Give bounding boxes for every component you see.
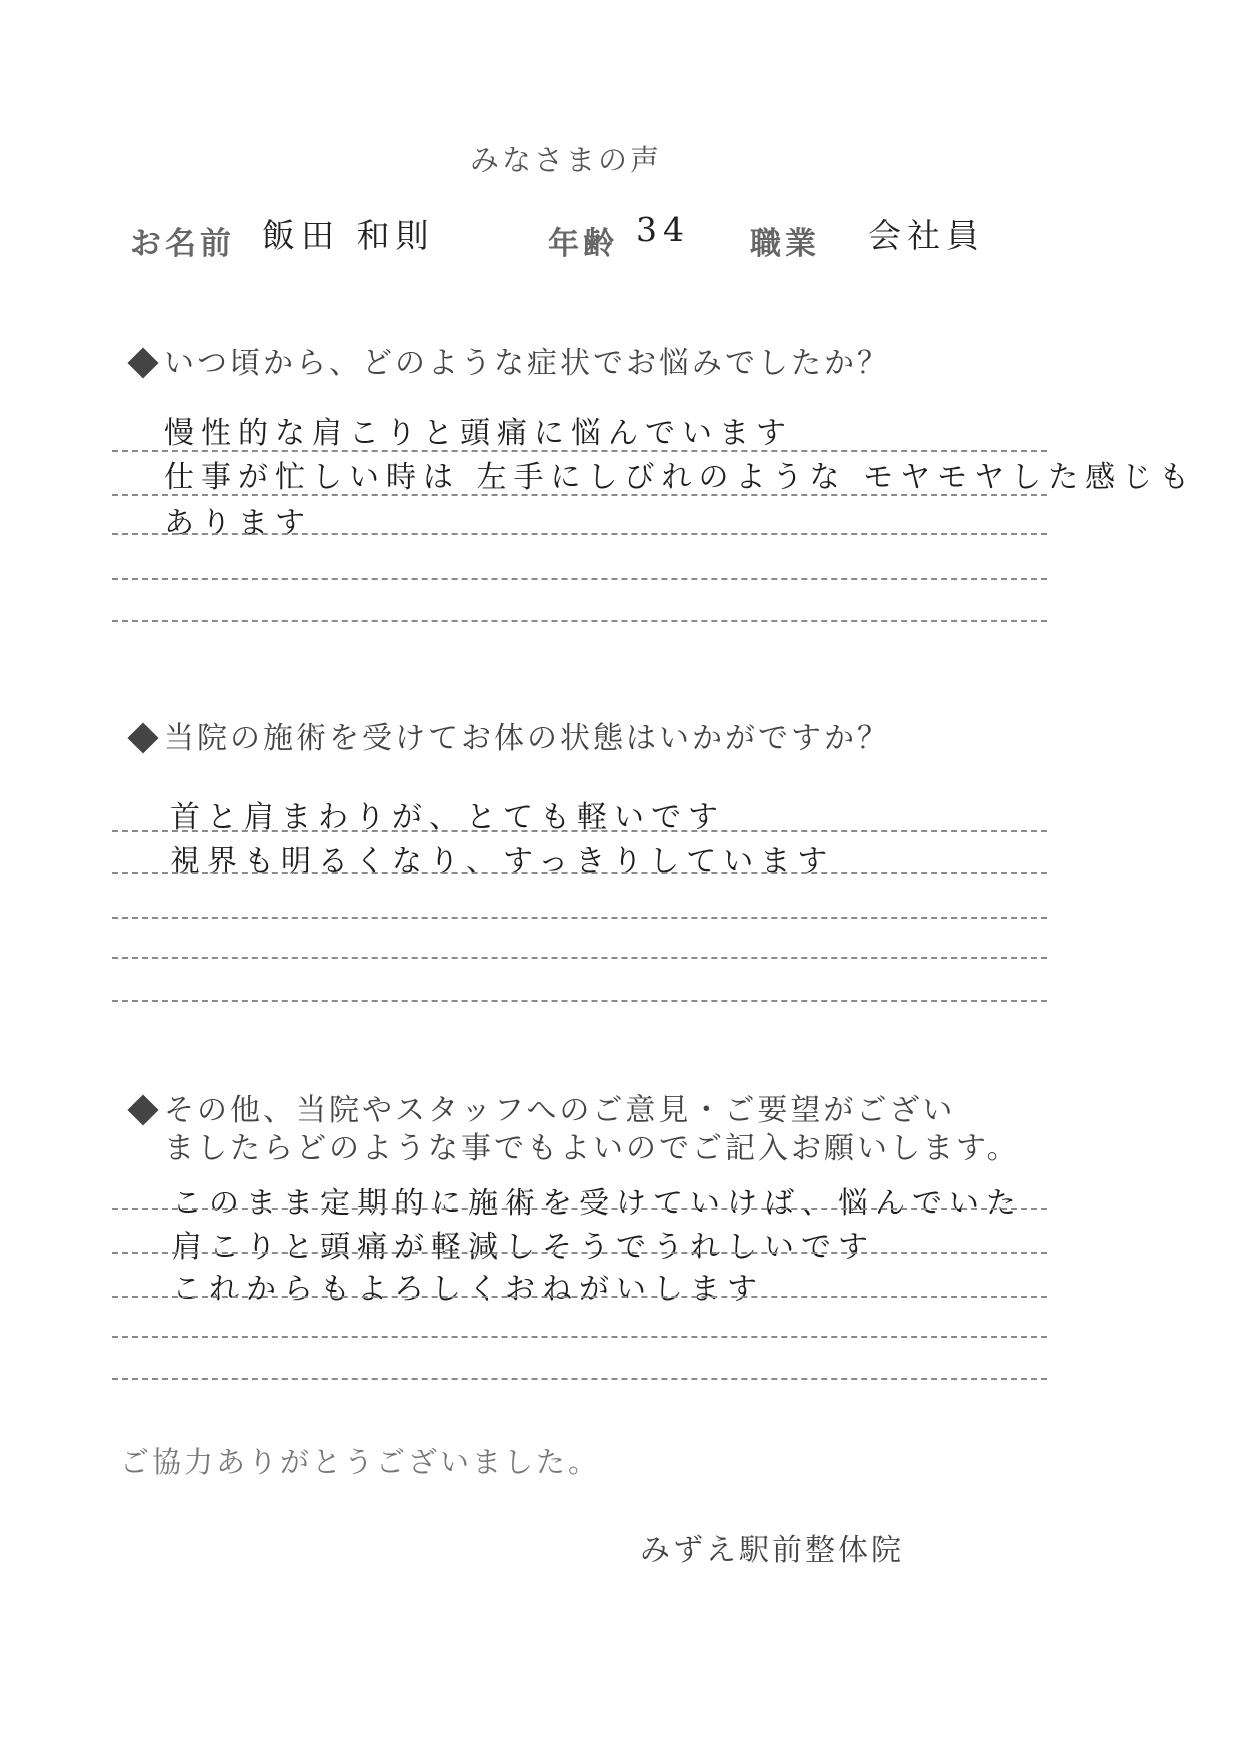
answer-3-line-1: このまま定期的に施術を受けていけば、悩んでいた — [172, 1186, 1023, 1221]
answer-rule — [112, 1378, 1047, 1380]
answer-rule — [112, 578, 1047, 580]
answer-rule — [112, 830, 1047, 832]
question-2-text: 当院の施術を受けてお体の状態はいかがですか？ — [164, 721, 890, 756]
job-label: 職業 — [750, 226, 820, 262]
answer-rule — [112, 1252, 1047, 1254]
answer-1-line-2: 仕事が忙しい時は 左手にしびれのような モヤモヤした感じも — [164, 460, 1197, 495]
question-1 — [128, 345, 890, 383]
answer-rule — [112, 494, 1047, 496]
answer-rule — [112, 1336, 1047, 1338]
age-value: 34 — [636, 210, 690, 249]
sheet-title: みなさまの声 — [470, 143, 663, 177]
answer-rule — [112, 533, 1047, 535]
diamond-bullet-icon — [127, 1094, 158, 1125]
answer-1-line-1: 慢性的な肩こりと頭痛に悩んでいます — [164, 416, 793, 451]
question-2 — [128, 720, 890, 758]
answer-2-line-1: 首と肩まわりが、とても軽いです — [170, 800, 725, 835]
answer-rule — [112, 1000, 1047, 1002]
question-1-text: いつ頃から、どのような症状でお悩みでしたか？ — [164, 346, 890, 381]
answer-1-line-3: あります — [164, 506, 312, 541]
question-3 — [128, 1092, 1020, 1168]
answer-3-line-2: 肩こりと頭痛が軽減しそうでうれしいです — [172, 1230, 875, 1265]
name-label: お名前 — [130, 226, 235, 262]
clinic-name: みずえ駅前整体院 — [640, 1533, 904, 1568]
diamond-bullet-icon — [127, 347, 158, 378]
answer-rule — [112, 1208, 1047, 1210]
answer-rule — [112, 872, 1047, 874]
answer-rule — [112, 1296, 1047, 1298]
question-3-line-1: その他、当院やスタッフへのご意見・ご要望がござい — [164, 1093, 956, 1128]
diamond-bullet-icon — [127, 722, 158, 753]
age-label: 年齢 — [548, 226, 618, 262]
answer-rule — [112, 917, 1047, 919]
question-3-line-2: ましたらどのような事でもよいのでご記入お願いします。 — [164, 1131, 1020, 1166]
answer-rule — [112, 620, 1047, 622]
job-value: 会社員 — [868, 216, 985, 255]
closing-message: ご協力ありがとうございました。 — [120, 1445, 601, 1479]
answer-rule — [112, 957, 1047, 959]
answer-3-line-3: これからもよろしくおねがいします — [172, 1272, 764, 1307]
answer-2-line-2: 視界も明るくなり、すっきりしています — [170, 844, 835, 879]
name-value: 飯田 和則 — [262, 216, 435, 255]
